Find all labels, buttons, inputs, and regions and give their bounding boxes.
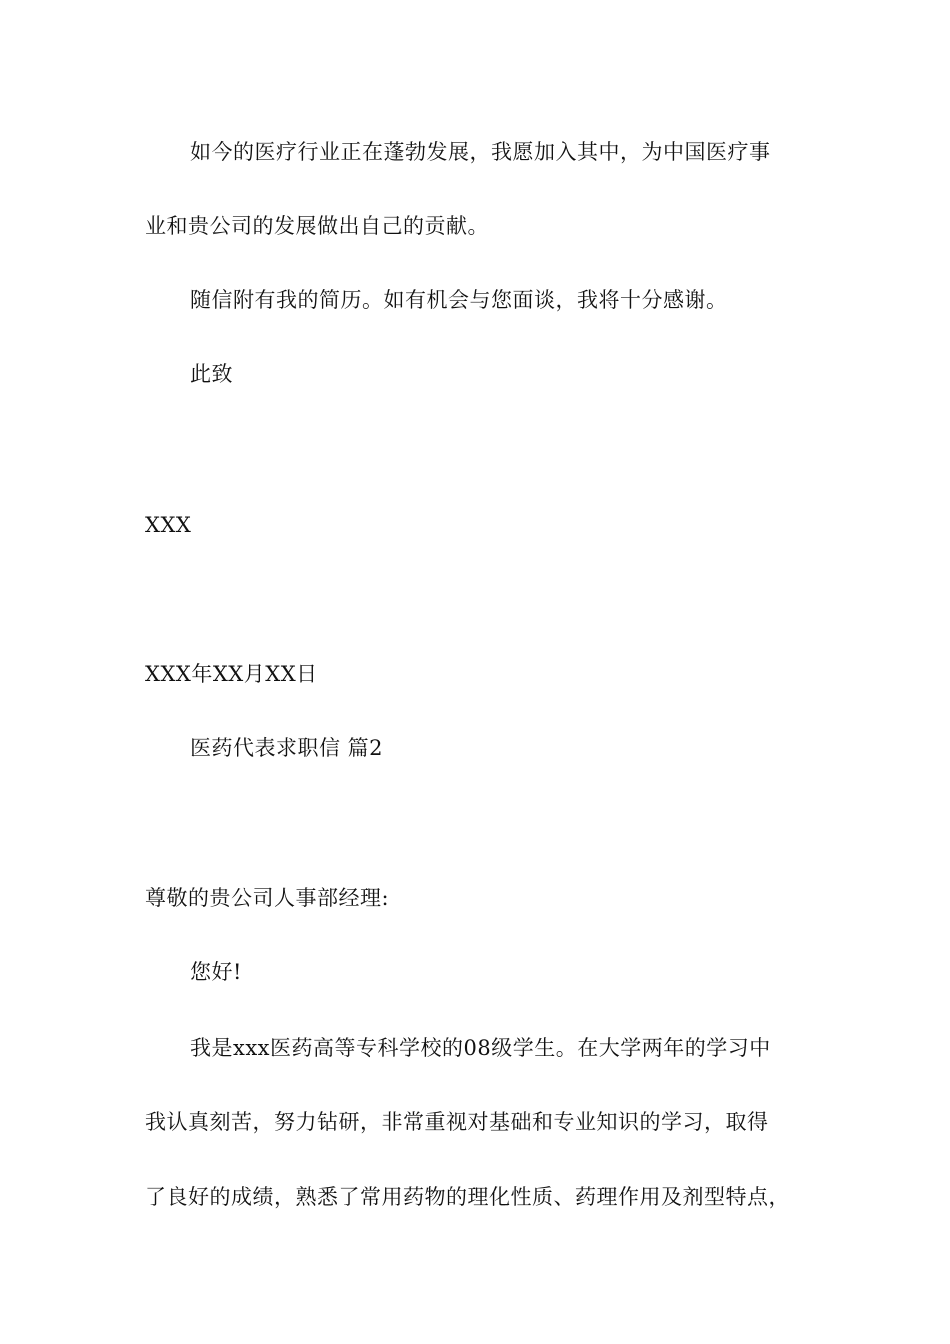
signature-date: XXX年XX月XX日 [145, 662, 318, 686]
signature-name: XXX [145, 513, 192, 537]
closing-phrase: 此致 [190, 362, 233, 386]
section-heading: 医药代表求职信 篇2 [190, 736, 384, 760]
paragraph-line: 我认真刻苦，努力钻研，非常重视对基础和专业知识的学习，取得 [145, 1110, 769, 1134]
paragraph-line: 我是xxx医药高等专科学校的08级学生。在大学两年的学习中 [190, 1036, 771, 1060]
paragraph-line: 了良好的成绩，熟悉了常用药物的理化性质、药理作用及剂型特点， [145, 1185, 790, 1209]
greeting: 您好! [190, 960, 242, 984]
paragraph-line: 随信附有我的简历。如有机会与您面谈，我将十分感谢。 [190, 288, 728, 312]
paragraph-line: 如今的医疗行业正在蓬勃发展，我愿加入其中，为中国医疗事 [190, 140, 771, 164]
paragraph-line: 业和贵公司的发展做出自己的贡献。 [145, 214, 489, 238]
salutation: 尊敬的贵公司人事部经理: [145, 886, 390, 910]
